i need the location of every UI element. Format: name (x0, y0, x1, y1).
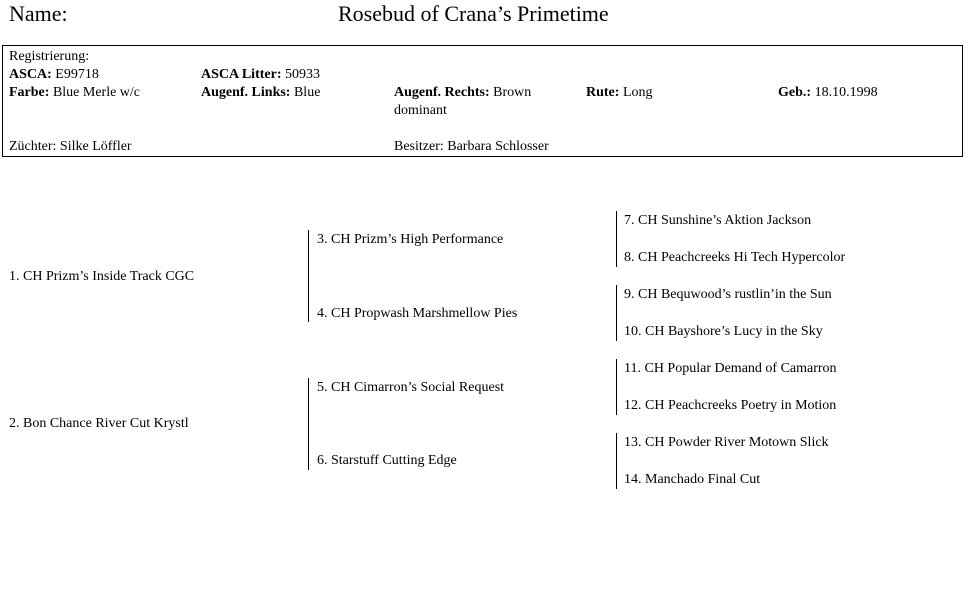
tail-field (586, 84, 653, 102)
color-label: Farbe: (9, 85, 50, 100)
asca-label: ASCA: (9, 67, 52, 82)
eye-left-label: Augenf. Links: (201, 85, 291, 100)
grandparent-6: 6. Starstuff Cutting Edge (317, 453, 457, 468)
eye-left-value: Blue (293, 85, 321, 100)
bracket-gp3-line (616, 211, 617, 267)
grandparent-4: 4. CH Propwash Marshmellow Pies (317, 306, 518, 321)
name-label: Name: (9, 1, 68, 26)
asca-number (9, 66, 99, 84)
asca-value: E99718 (55, 67, 99, 82)
eye-right-value: Brown (493, 85, 532, 100)
registration-box (2, 45, 963, 157)
great-grandparent-14: 14. Manchado Final Cut (624, 472, 761, 487)
great-grandparent-7: 7. CH Sunshine’s Aktion Jackson (624, 213, 812, 228)
bracket-sire-line (308, 230, 309, 322)
litter-label: ASCA Litter: (201, 67, 282, 82)
bracket-gp6-line (616, 433, 617, 489)
litter-value: 50933 (285, 67, 320, 82)
tail-label: Rute: (586, 85, 620, 100)
eye-right-label: Augenf. Rechts: (394, 85, 490, 100)
color-field (9, 84, 140, 102)
eye-right-value-continued: dominant (394, 103, 447, 118)
eye-left-field (201, 84, 320, 102)
asca-litter (201, 66, 320, 84)
birth-date-field (778, 84, 878, 102)
tail-value: Long (622, 85, 653, 100)
great-grandparent-8: 8. CH Peachcreeks Hi Tech Hypercolor (624, 250, 846, 265)
color-value: Blue Merle w/c (52, 85, 141, 100)
bracket-dam-line (308, 378, 309, 470)
grandparent-3: 3. CH Prizm’s High Performance (317, 232, 504, 247)
bracket-gp5-line (616, 359, 617, 415)
parent-dam: 2. Bon Chance River Cut Krystl (9, 416, 189, 431)
great-grandparent-9: 9. CH Bequwood’s rustlin’in the Sun (624, 287, 832, 302)
bracket-gp4-line (616, 285, 617, 341)
great-grandparent-12: 12. CH Peachcreeks Poetry in Motion (624, 398, 837, 413)
grandparent-5: 5. CH Cimarron’s Social Request (317, 380, 505, 395)
owner: Besitzer: Barbara Schlosser (394, 139, 549, 154)
parent-sire: 1. CH Prizm’s Inside Track CGC (9, 269, 195, 284)
great-grandparent-10: 10. CH Bayshore’s Lucy in the Sky (624, 324, 823, 339)
dog-name-title: Rosebud of Crana’s Primetime (338, 1, 609, 26)
great-grandparent-13: 13. CH Powder River Motown Slick (624, 435, 829, 450)
eye-right-field (394, 84, 531, 102)
birth-value: 18.10.1998 (814, 85, 878, 100)
registration-heading: Registrierung: (9, 49, 90, 64)
great-grandparent-11: 11. CH Popular Demand of Camarron (624, 361, 837, 376)
breeder: Züchter: Silke Löffler (9, 139, 132, 154)
birth-label: Geb.: (778, 85, 812, 100)
